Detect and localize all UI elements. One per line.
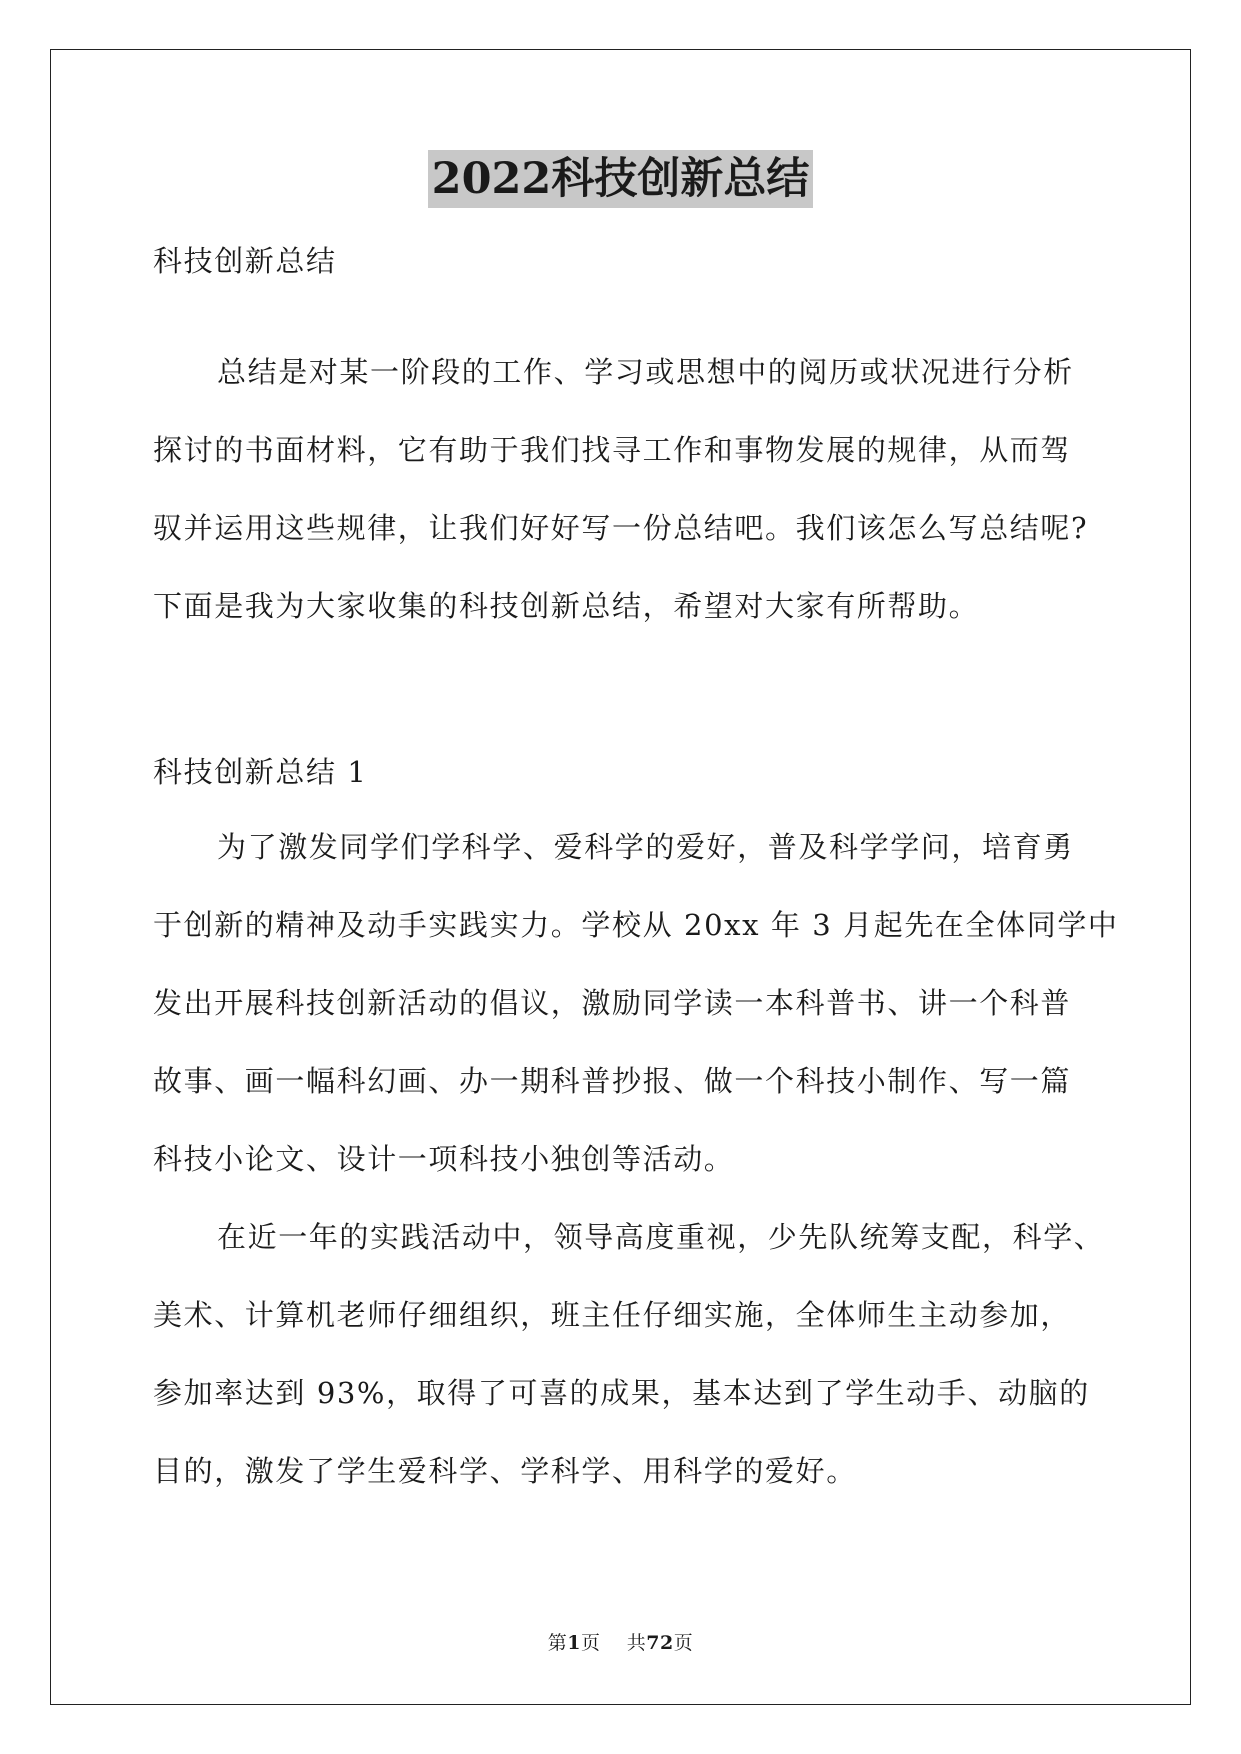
paragraph-line: 美术、计算机老师仔细组织，班主任仔细实施，全体师生主动参加， [153,1298,1072,1332]
paragraph-line: 于创新的精神及动手实践实力。学校从 20xx 年 3 月起先在全体同学中 [153,908,1119,942]
paragraph-line: 发出开展科技创新活动的倡议，激励同学读一本科普书、讲一个科普 [153,986,1072,1020]
section-heading-block [153,733,1093,811]
paragraph-line: 在近一年的实践活动中，领导高度重视，少先队统筹支配，科学、 [217,1220,1105,1254]
paragraph-line: 参加率达到 93%，取得了可喜的成果，基本达到了学生动手、动脑的 [153,1376,1090,1410]
page-prefix: 第 [547,1632,568,1654]
page-footer [0,1628,1241,1655]
total-suffix: 页 [673,1632,694,1654]
intro-heading-block [153,222,1093,300]
paragraph-line: 故事、画一幅科幻画、办一期科普抄报、做一个科技小制作、写一篇 [153,1064,1072,1098]
section-paragraph-2 [153,1198,1105,1510]
page-suffix: 页 [581,1632,601,1654]
paragraph-line: 总结是对某一阶段的工作、学习或思想中的阅历或状况进行分析 [217,355,1074,389]
document-title [0,154,1241,204]
section-paragraph-1 [153,808,1119,1198]
document-title-text: 2022科技创新总结 [428,150,814,208]
paragraph-line: 科技小论文、设计一项科技小独创等活动。 [153,1142,735,1176]
intro-heading: 科技创新总结 [153,244,337,278]
total-prefix: 共 [626,1632,647,1654]
section-heading: 科技创新总结 1 [153,755,368,789]
paragraph-line: 目的，激发了学生爱科学、学科学、用科学的爱好。 [153,1454,857,1488]
intro-paragraph [153,333,1093,645]
paragraph-line: 下面是我为大家收集的科技创新总结，希望对大家有所帮助。 [153,589,980,623]
page-current: 1 [567,1632,582,1654]
paragraph-line: 为了激发同学们学科学、爱科学的爱好，普及科学学问，培育勇 [217,830,1074,864]
page-total: 72 [646,1632,674,1654]
paragraph-line: 驭并运用这些规律，让我们好好写一份总结吧。我们该怎么写总结呢? [153,511,1089,545]
paragraph-line: 探讨的书面材料，它有助于我们找寻工作和事物发展的规律，从而驾 [153,433,1072,467]
